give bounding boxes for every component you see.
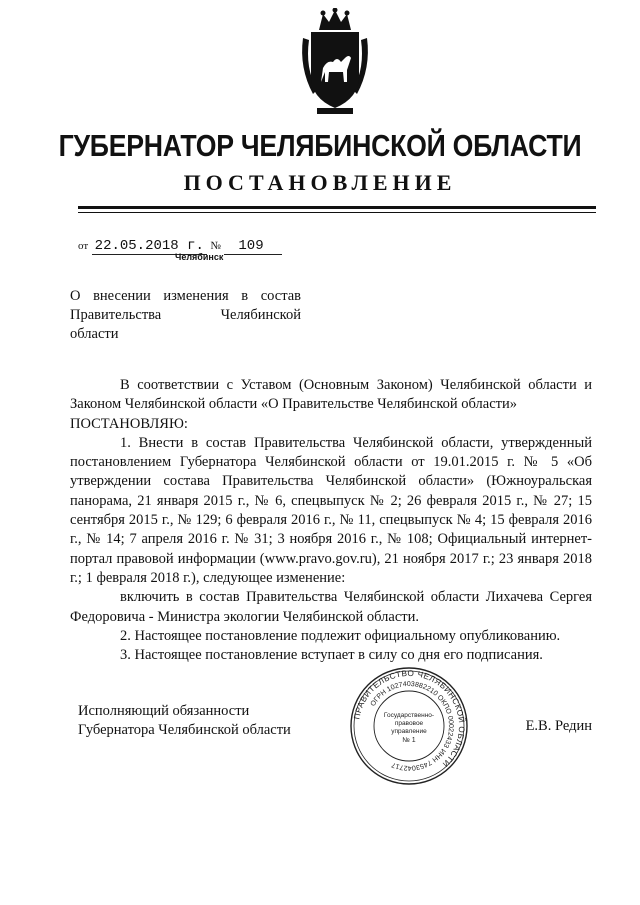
item-2: 2. Настоящее постановление подлежит официальному опубликованию.: [120, 627, 561, 644]
item-1-change: включить в состав Правительства Челябинской области Лихачева Сергея Федоровича - Министра экологии Челябинской области.: [70, 589, 592, 625]
header-divider-thick: [78, 206, 596, 209]
date-prefix: от: [78, 240, 89, 252]
svg-text:управление: управление: [391, 728, 427, 735]
item-1: 1. Внести в состав Правительства Челябинской области, утвержденный постановлением Губернатора Челябинской области от 19.01.2015 г. № 5 «Об утверждении состава Правительства Челябинской области» (Южноуральская панорама, 21 января 2015 г., № 6, спецвыпуск № 2; 26 февраля 2015 г., № 27; 15 сентября 2015 г., № 129; 6 февраля 2016 г., № 11, спецвыпуск № 4; 15 февраля 2016 г., № 14; 7 апреля 2016 г. № 31; 3 ноября 2016 г., № 108; Официальный интернет-портал правовой информации (www.pravo.gov.ru), 21 ноября 2017 г.; 23 января 2018 г.; 1 февраля 2018 г.), следующее изменение:: [70, 434, 592, 586]
item-3: 3. Настоящее постановление вступает в силу со дня его подписания.: [120, 647, 543, 664]
svg-text:ПРАВИТЕЛЬСТВО ЧЕЛЯБИНСКОЙ ОБЛА: ПРАВИТЕЛЬСТВО ЧЕЛЯБИНСКОЙ ОБЛАСТИ: [352, 668, 467, 769]
header-divider-thin: [78, 212, 596, 213]
coat-of-arms-icon: [297, 8, 373, 116]
svg-text:№ 1: № 1: [402, 737, 416, 744]
document-date: 22.05.2018 г.: [92, 238, 207, 255]
svg-text:правовое: правовое: [394, 720, 424, 727]
subject-line-1: О внесении изменения в состав: [70, 288, 301, 304]
number-prefix: №: [210, 240, 221, 252]
svg-text:ОГРН 1027403882210 ОКПО 00022: ОГРН 1027403882210 ОКПО 00022433 ИНН 7453042717: [369, 680, 455, 772]
svg-text:Государственно-: Государственно-: [383, 712, 435, 719]
subject-line-2: Правительства Челябинской: [70, 307, 301, 323]
preamble: В соответствии с Уставом (Основным Законом) Челябинской области и Законом Челябинской области «О Правительстве Челябинской области»: [70, 377, 592, 413]
signatory-position: [78, 702, 291, 740]
document-body: [70, 376, 592, 665]
issuer-title: ГУБЕРНАТОР ЧЕЛЯБИНСКОЙ ОБЛАСТИ: [58, 128, 582, 163]
signatory-name: Е.В. Редин: [525, 718, 592, 734]
document-number: 109: [224, 238, 281, 255]
subject-line-3: области: [70, 326, 119, 342]
document-city: Челябинск: [175, 252, 224, 262]
position-line-1: Исполняющий обязанности: [78, 703, 250, 719]
decree-word: ПОСТАНОВЛЯЮ:: [70, 415, 188, 432]
position-line-2: Губернатора Челябинской области: [78, 722, 291, 738]
document-type: ПОСТАНОВЛЕНИЕ: [183, 170, 457, 195]
official-stamp: [348, 665, 470, 787]
document-subject: [70, 287, 301, 344]
